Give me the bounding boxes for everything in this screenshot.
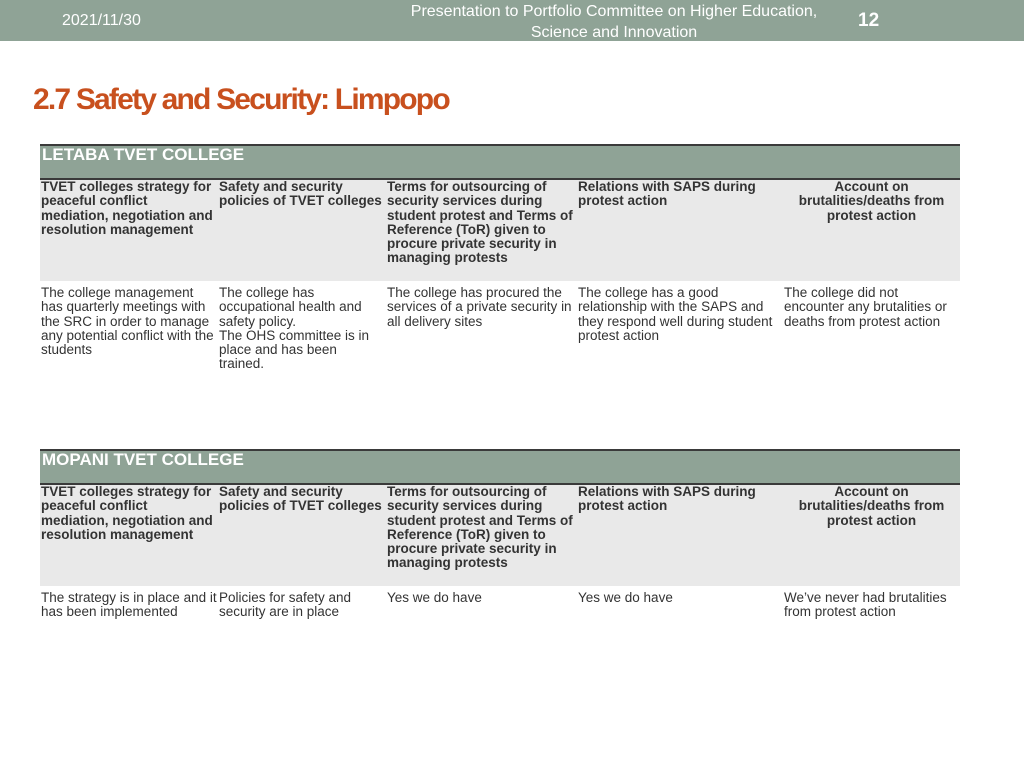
- column-header-brutalities: Account on brutalities/deaths from protest action: [798, 180, 945, 223]
- cell-policies: The college has occupational health and safety policy. The OHS committee is in place and has been trained.: [219, 286, 370, 372]
- cell-strategy: The college management has quarterly meetings with the SRC in order to manage any potential conflict with the students: [41, 286, 214, 358]
- presentation-date: 2021/11/30: [62, 12, 141, 29]
- table-header-row: [40, 180, 960, 281]
- table-row: [40, 281, 960, 372]
- slide-title: 2.7 Safety and Security: Limpopo: [33, 83, 449, 116]
- cell-brutalities: We’ve never had brutalities from protest action: [784, 591, 947, 620]
- cell-policies: Policies for safety and security are in place: [219, 591, 352, 620]
- cell-outsourcing: The college has procured the services of a private security in all delivery sites: [387, 286, 572, 329]
- presentation-title: Presentation to Portfolio Committee on Higher Education, Science and Innovation: [410, 3, 818, 41]
- column-header-outsourcing: Terms for outsourcing of security services during student protest and Terms of Reference (ToR) given to procure private security in managing protests: [387, 485, 573, 571]
- column-header-brutalities: Account on brutalities/deaths from protest action: [798, 485, 945, 528]
- table-header-row: [40, 485, 960, 586]
- column-header-saps-relations: Relations with SAPS during protest action: [578, 485, 756, 514]
- column-header-outsourcing: Terms for outsourcing of security services during student protest and Terms of Reference (ToR) given to procure private security in managing protests: [387, 180, 573, 266]
- page-number: 12: [858, 10, 880, 31]
- cell-saps-relations: Yes we do have: [578, 591, 673, 605]
- college-table-mopani: [40, 449, 960, 620]
- cell-brutalities: The college did not encounter any brutalities or deaths from protest action: [784, 286, 947, 329]
- college-table-letaba: [40, 144, 960, 372]
- college-name: LETABA TVET COLLEGE: [40, 144, 960, 180]
- column-header-policies: Safety and security policies of TVET colleges: [219, 180, 382, 209]
- table-row: [40, 586, 960, 620]
- header-bar: [0, 0, 1024, 41]
- column-header-strategy: TVET colleges strategy for peaceful conflict mediation, negotiation and resolution management: [41, 485, 213, 542]
- column-header-strategy: TVET colleges strategy for peaceful conflict mediation, negotiation and resolution management: [41, 180, 213, 237]
- column-header-saps-relations: Relations with SAPS during protest action: [578, 180, 756, 209]
- cell-outsourcing: Yes we do have: [387, 591, 482, 605]
- cell-saps-relations: The college has a good relationship with the SAPS and they respond well during student protest action: [578, 286, 773, 343]
- cell-strategy: The strategy is in place and it has been implemented: [41, 591, 217, 620]
- college-name: MOPANI TVET COLLEGE: [40, 449, 960, 485]
- column-header-policies: Safety and security policies of TVET colleges: [219, 485, 382, 514]
